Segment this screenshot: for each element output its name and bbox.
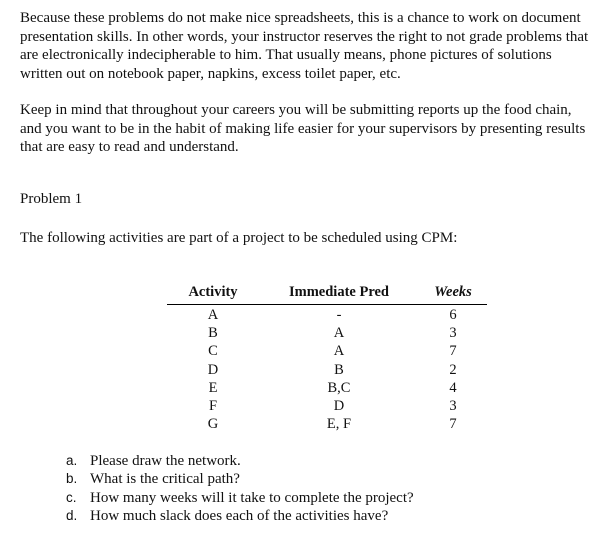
question-item bbox=[56, 470, 414, 488]
problem-heading: Problem 1 bbox=[20, 191, 83, 207]
table-row bbox=[167, 305, 487, 325]
cell-weeks: 4 bbox=[449, 379, 457, 396]
header-immediate-pred: Immediate Pred bbox=[259, 281, 419, 305]
cell-pred: B,C bbox=[327, 379, 351, 396]
intro-paragraph-careers: Keep in mind that throughout your careers you will be submitting reports up the food chain, and you want to be in the habit of making life easier for your supervisors by presenting results that are easy to read and understand. bbox=[20, 102, 586, 155]
cell-pred: B bbox=[334, 361, 344, 378]
table-header-row bbox=[167, 281, 487, 305]
header-activity: Activity bbox=[167, 281, 259, 305]
table-row bbox=[167, 342, 487, 360]
question-text: Please draw the network. bbox=[90, 453, 241, 469]
table-row bbox=[167, 379, 487, 397]
intro-paragraph-presentation: Because these problems do not make nice spreadsheets, this is a chance to work on document presentation skills. In other words, your instructor reserves the right to not grade problems that are electronically indecipherable to him. That usually means, phone pictures of solutions written out on notebook paper, napkins, excess toilet paper, etc. bbox=[20, 10, 589, 82]
table-row bbox=[167, 361, 487, 379]
table-row bbox=[167, 397, 487, 415]
cell-pred: D bbox=[333, 398, 345, 415]
table-row bbox=[167, 324, 487, 342]
cell-pred: A bbox=[333, 325, 345, 342]
cell-weeks: 3 bbox=[449, 398, 457, 415]
cell-activity: G bbox=[207, 416, 219, 433]
cell-pred: - bbox=[336, 307, 342, 323]
question-item bbox=[56, 452, 414, 470]
question-text: What is the critical path? bbox=[90, 471, 240, 488]
header-weeks: Weeks bbox=[419, 281, 487, 305]
cell-activity: D bbox=[207, 361, 219, 378]
cell-activity: B bbox=[208, 325, 218, 342]
question-text: How much slack does each of the activities have? bbox=[90, 507, 389, 524]
question-marker: a. bbox=[66, 453, 78, 468]
cell-weeks: 6 bbox=[449, 307, 457, 323]
cell-pred: A bbox=[333, 343, 345, 360]
cell-weeks: 7 bbox=[449, 416, 457, 433]
question-text: How many weeks will it take to complete the project? bbox=[90, 489, 414, 506]
cell-pred: E, F bbox=[326, 416, 352, 433]
question-item bbox=[56, 507, 414, 525]
cell-activity: E bbox=[208, 379, 218, 396]
question-marker: b. bbox=[66, 471, 78, 487]
cell-weeks: 3 bbox=[449, 325, 457, 342]
question-marker: c. bbox=[66, 489, 77, 505]
cell-activity: F bbox=[208, 398, 218, 415]
cell-weeks: 7 bbox=[449, 343, 457, 360]
question-list bbox=[56, 452, 414, 525]
problem-statement: The following activities are part of a project to be scheduled using CPM: bbox=[20, 230, 458, 246]
cell-weeks: 2 bbox=[449, 361, 457, 378]
cell-activity: A bbox=[207, 307, 219, 323]
cell-activity: C bbox=[208, 343, 218, 360]
question-item bbox=[56, 489, 414, 507]
table-row bbox=[167, 415, 487, 433]
activity-table bbox=[167, 281, 487, 433]
question-marker: d. bbox=[66, 507, 78, 523]
